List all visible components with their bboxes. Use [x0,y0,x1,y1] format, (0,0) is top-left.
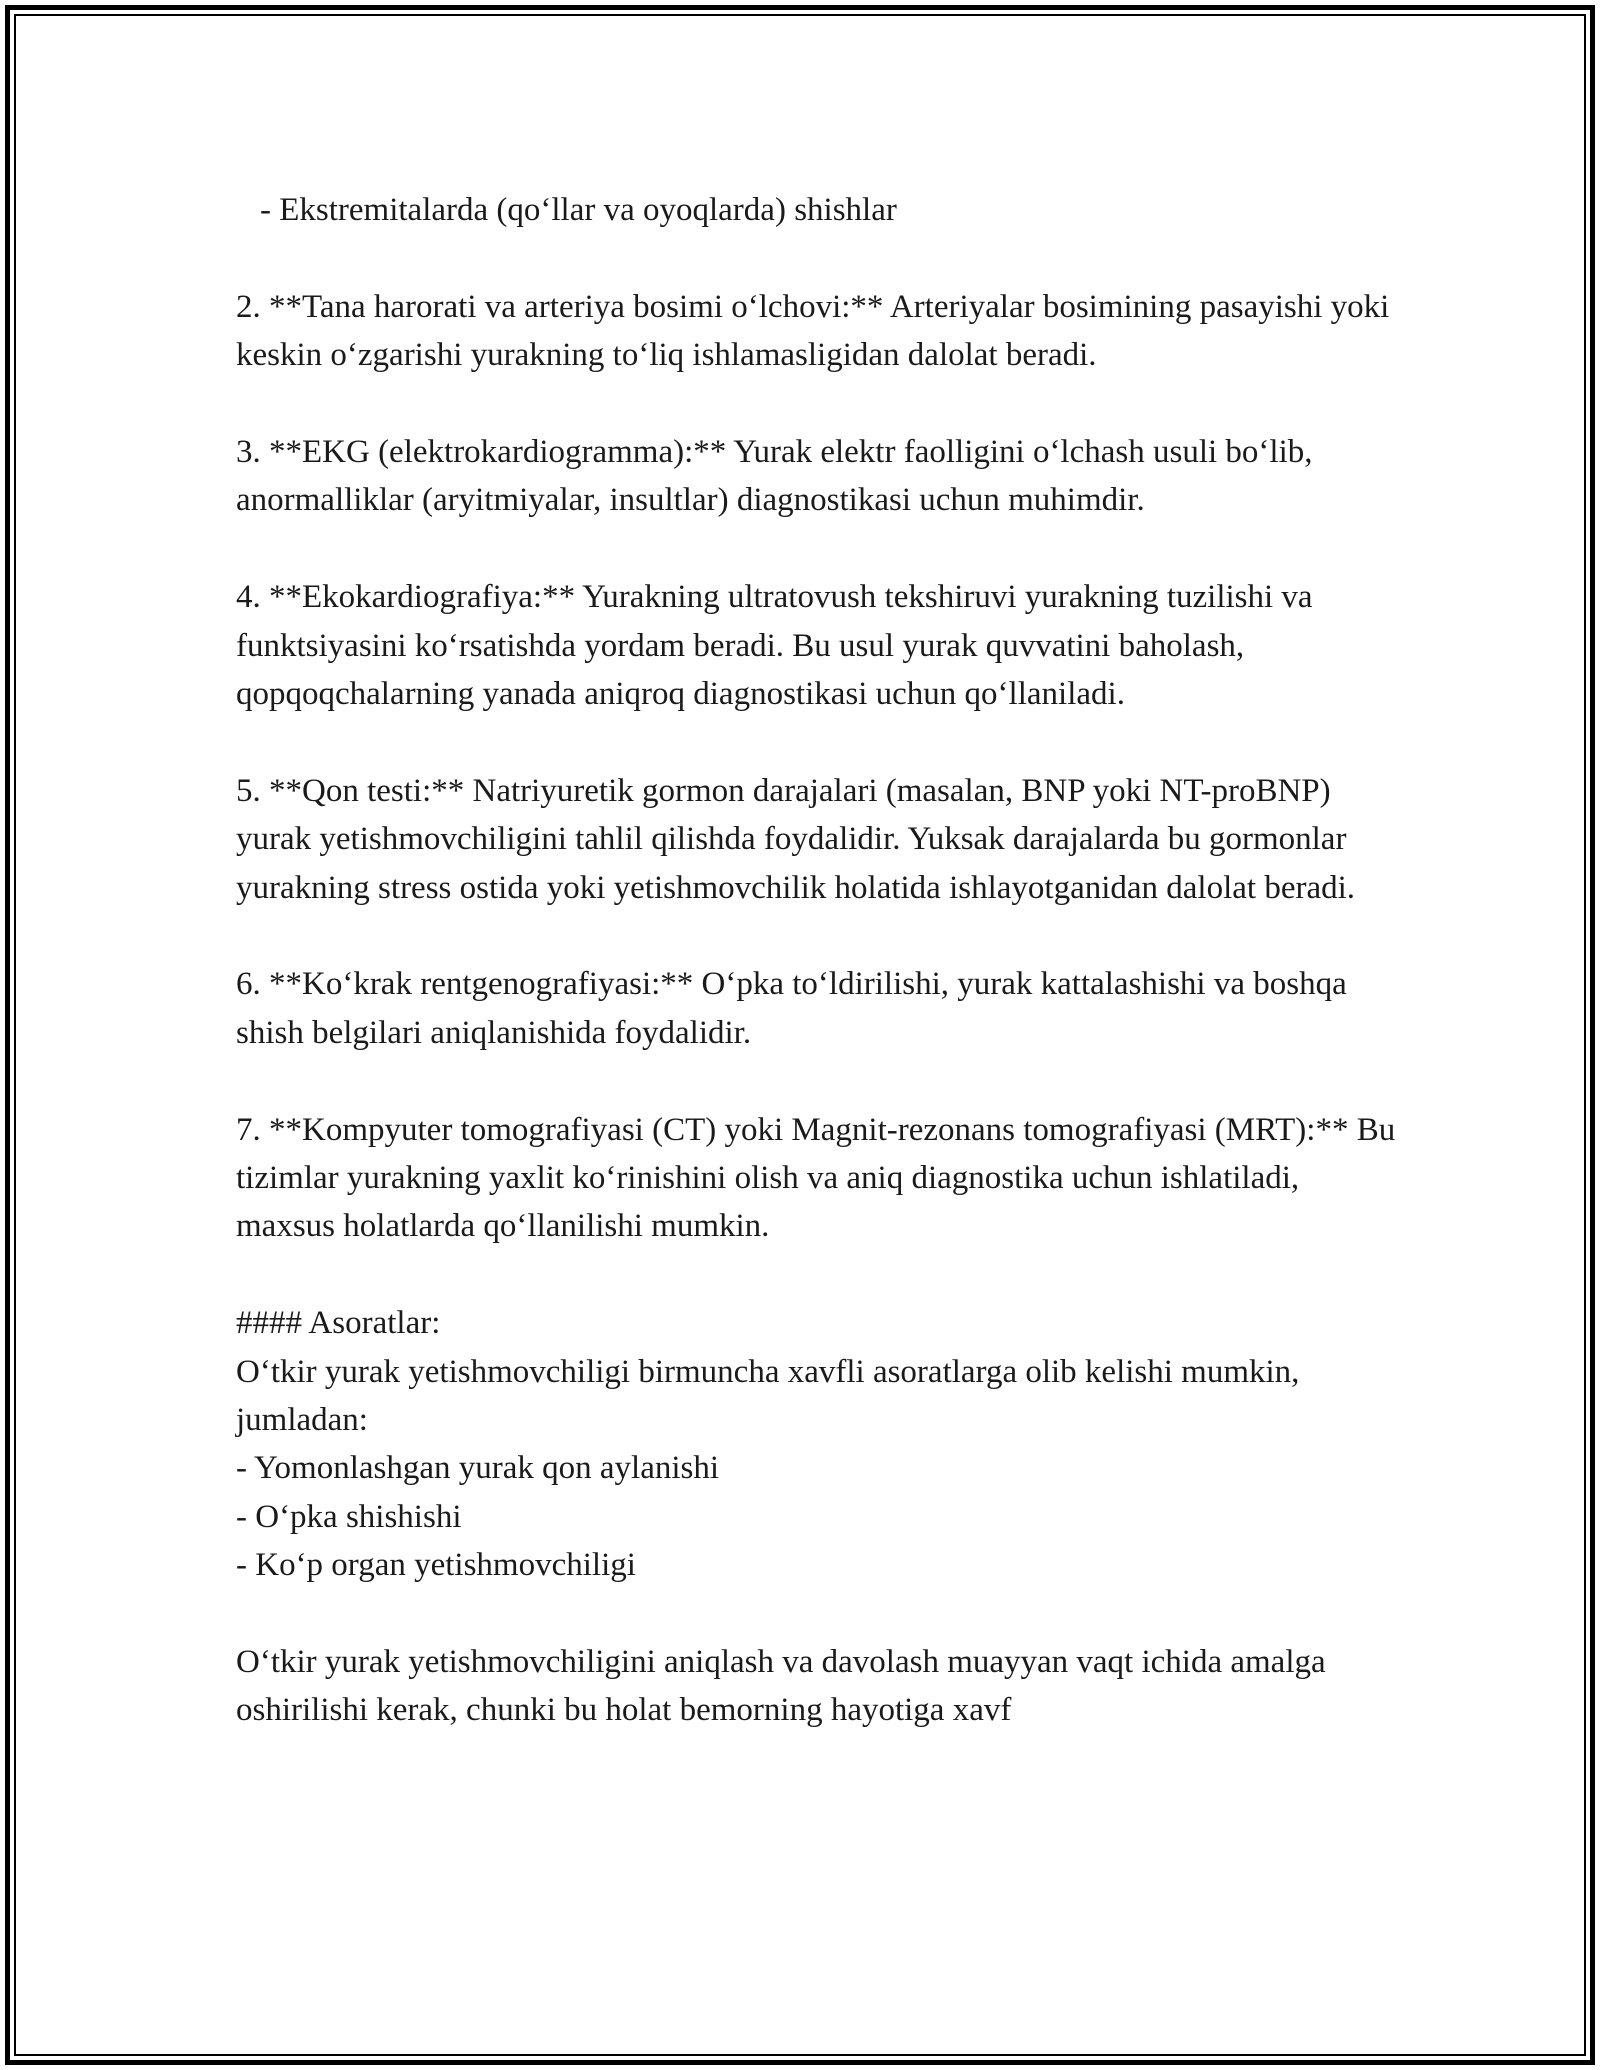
paragraph-conclusion: O‘tkir yurak yetishmovchiligini aniqlash va davolash muayyan vaqt ichida amalga oshirilishi kerak, chunki bu holat bemorning hayotiga xavf [236,1644,1326,1729]
list-item: - Ko‘p organ yetishmovchiligi [236,1547,636,1584]
list-item: - O‘pka shishishi [236,1498,462,1535]
paragraph-echocardiography: 4. **Ekokardiografiya:** Yurakning ultratovush tekshiruvi yurakning tuzilishi va funktsiyasini ko‘rsatishda yordam beradi. Bu usul yurak quvvatini baholash, qopqoqchalarning yanada aniqroq diagnostikasi uchun qo‘llaniladi. [236,579,1313,713]
section-heading: #### Asoratlar: [236,1305,441,1342]
paragraph-blood-pressure: 2. **Tana harorati va arteriya bosimi o‘lchovi:** Arteriyalar bosimining pasayishi yoki keskin o‘zgarishi yurakning to‘liq ishlamasligidan dalolat beradi. [236,288,1390,374]
list-item-swelling: - Ekstremitalarda (qo‘llar va oyoqlarda) shishlar [260,192,897,228]
paragraph-blood-test: 5. **Qon testi:** Natriyuretik gormon darajalari (masalan, BNP yoki NT-proBNP) yurak yetishmovchiligini tahlil qilishda foydalidir. Yuksak darajalarda bu gormonlar yurakning stress ostida yoki yetishmovchilik holatida ishlayotganidan dalolat beradi. [236,772,1356,906]
paragraph-chest-xray: 6. **Ko‘krak rentgenografiyasi:** O‘pka to‘ldirilishi, yurak kattalashishi va boshqa shish belgilari aniqlanishida foydalidir. [236,966,1347,1051]
document-body [236,186,1396,1735]
list-item: - Yomonlashgan yurak qon aylanishi [236,1450,720,1487]
section-complications [236,1299,1396,1589]
paragraph-ekg: 3. **EKG (elektrokardiogramma):** Yurak elektr faolligini o‘lchash usuli bo‘lib, anormalliklar (aryitmiyalar, insultlar) diagnostikasi uchun muhimdir. [236,434,1313,519]
paragraph-ct-mri: 7. **Kompyuter tomografiyasi (CT) yoki Magnit-rezonans tomografiyasi (MRT):** Bu tizimlar yurakning yaxlit ko‘rinishini olish va aniq diagnostika uchun ishlatiladi, maxsus holatlarda qo‘llanilishi mumkin. [236,1111,1396,1245]
section-intro: O‘tkir yurak yetishmovchiligi birmuncha xavfli asoratlarga olib kelishi mumkin, jumladan: [236,1353,1300,1439]
